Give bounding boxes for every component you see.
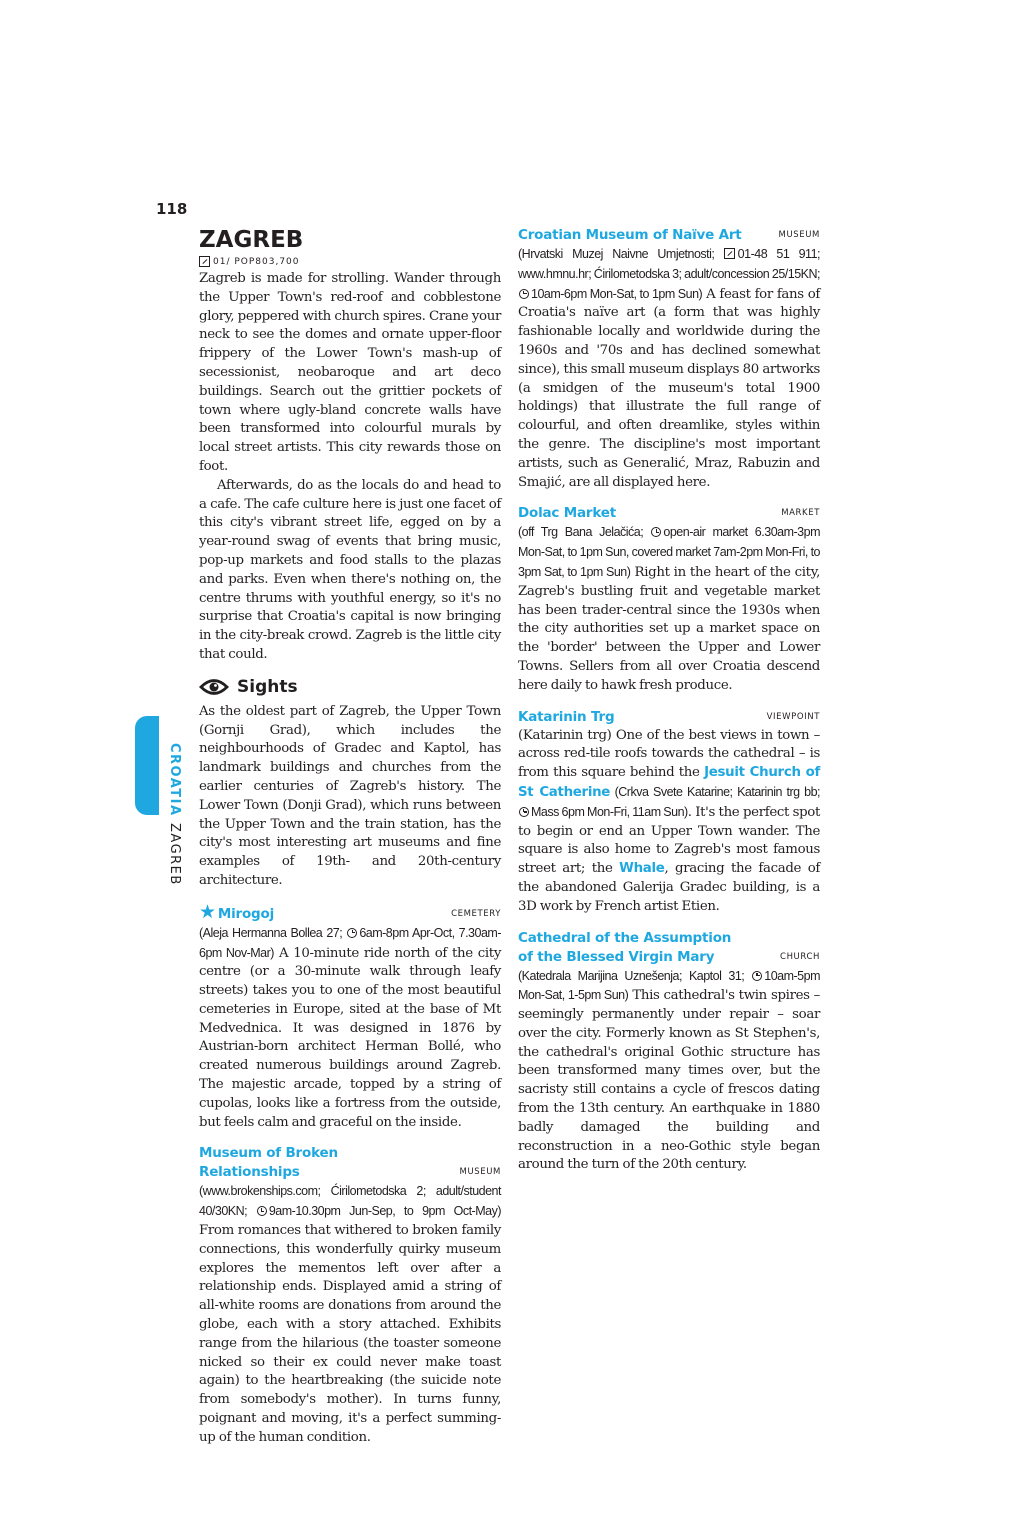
entry-details-naive-b: 10am-6pm Mon-Sat, to 1pm Sun) [531,286,703,301]
entry-name-broken-line2: Relationships [199,1164,300,1181]
entry-details-naive-a: (Hrvatski Muzej Naivne Umjetnosti; [518,247,724,261]
entry-details-mirogoj-b: 6am-8pm Apr-Oct, 7.30am-6pm Nov-Mar) [199,925,501,960]
entry-text-katarinin-a: (Katarinin trg) One of the best views in town – across red-tile roofs towards the cathedral – is from this square behind the [518,727,820,781]
entry-details-katarinin-b: Mass 6pm Mon-Fri, 11am Sun) [531,804,688,819]
entry-body-cathedral [518,967,820,1176]
entry-name-naive[interactable]: Croatian Museum of Naïve Art [518,227,742,243]
entry-text-dolac: Right in the heart of the city, Zagreb's bustling fruit and vegetable market has been trader-central since the 1930s when the city authorities set up a market space on the 'border' between the Upper and Lower Towns. Sellers from all over Croatia descend here daily to hawk fresh produce. [518,564,820,693]
left-column [199,226,501,1448]
entry-name-cathedral-line2: of the Blessed Virgin Mary [518,948,715,965]
clock-icon [651,527,661,537]
clock-icon [519,289,529,299]
entry-details-broken-b: 9am-10.30pm Jun-Sep, to 9pm Oct-May) [268,1204,501,1219]
entry-type-naive: MUSEUM [778,230,820,240]
entry-name-cathedral-line1: Cathedral of the Assumption [518,929,732,946]
pop-label: / POP [226,256,256,267]
entry-text-naive: A feast for fans of Croatia's naïve art (a form that was highly fashionable locally and worldwide during the 1960s and '70s and has declined somewhat since), this small museum displays 80 artworks (a smidgen of the museum's total 1900 holdings) that illustrate the full range of colourful, and often dreamlike, styles within the genre. The discipline's most important artists, such as Generalić, Mraz, Rabuzin and Smajić, are all displayed here. [518,286,820,490]
entry-details-dolac-b: open-air market 6.30am-3pm Mon-Sat, to 1pm Sun, covered market 7am-2pm Mon-Fri, to 3pm Sat, to 1pm Sun) [518,525,820,579]
entry-name-mirogoj[interactable] [199,900,275,924]
entry-head-mirogoj [199,900,501,924]
entry-details-broken [199,1184,501,1218]
clock-icon [752,971,762,981]
entry-head-cathedral [518,929,820,967]
entry-details-katarinin-a: (Crkva Svete Katarine; Katarinin trg bb; [610,784,821,799]
eye-icon [199,677,229,697]
phone-icon [724,248,735,259]
entry-text-katarinin-b: . It's the perfect spot to begin or end an Upper Town wander. The square is also home to Zagreb's most famous street art; the [518,804,820,877]
entry-body-broken [199,1182,501,1447]
entry-details-cathedral-a: (Katedrala Marijina Uznešenja; Kaptol 31; [518,968,752,983]
entry-name-mirogoj-label: Mirogoj [217,905,275,922]
whale-link[interactable]: Whale [619,861,665,877]
sights-intro: As the oldest part of Zagreb, the Upper Town (Gornji Grad), which includes the neighbourhoods of Gradec and Kaptol, has landmark buildings and churches from the earlier centuries of Zagreb's history. The Lower Town (Donji Grad), which runs between the Upper Town and the train station, has the city's most interesting art museums and fine examples of 19th- and 20th-century architecture. [199,703,501,888]
right-column [518,226,820,1175]
entry-details-mirogoj-a: (Aleja Hermanna Bollea 27; [199,925,347,940]
city-title: ZAGREB [199,227,304,253]
entry-name-broken-line1: Museum of Broken [199,1145,338,1162]
entry-head-dolac [518,504,820,523]
entry-head-naive [518,226,820,245]
entry-head-broken [199,1144,501,1182]
entry-type-katarinin: VIEWPOINT [766,711,820,722]
entry-type-mirogoj: CEMETERY [451,908,501,919]
jesuit-church-link[interactable]: Jesuit Church of St Catherine [518,765,820,800]
entry-name-dolac[interactable]: Dolac Market [518,505,616,522]
entry-body-naive [518,245,820,492]
city-meta [199,256,501,267]
star-icon: ★ [199,900,216,923]
entry-body-katarinin [518,727,820,917]
sights-heading [199,677,501,697]
population: 803,700 [255,256,300,267]
clock-icon [257,1206,267,1216]
entry-details-cathedral-b: 10am-5pm Mon-Sat, 1-5pm Sun) [518,968,820,1003]
entry-type-dolac: MARKET [781,508,820,519]
side-tab-label [167,743,182,885]
entry-type-cathedral: CHURCH [780,951,820,962]
entry-details-dolac-a: (off Trg Bana Jelačića; [518,525,651,540]
entry-text-katarinin-c: , gracing the facade of the abandoned Galerija Gradec building, is a 3D work by French artist Etien. [518,861,820,914]
entry-type-broken: MUSEUM [459,1167,501,1178]
entry-text-broken: From romances that withered to broken family connections, this wonderfully quirky museum explores the mementos left over after a relationship ends. Displayed amid a string of all-white rooms are donations from around the globe, each with a story attached. Exhibits range from the hilarious (the toaster someone nicked so their ex could never make toast again) to the heartbreaking (the suicide note from somebody's mother). In turns funny, poignant and moving, it's a perfect summing-up of the human condition. [199,1223,501,1445]
phone-icon [199,256,210,267]
entry-head-katarinin [518,708,820,727]
entry-name-broken[interactable] [199,1144,338,1182]
page-number: 118 [156,200,188,218]
entry-details-broken-a: (www.brokenships.com; Ćirilometodska 2; adult/student 40/30KN; [199,1184,501,1219]
intro-paragraph-2: Afterwards, do as the locals do and head to a cafe. The cafe culture here is just one facet of this city's vibrant street life, egged on by a year-round swag of events that bring music, pop-up markets and food stalls to the plazas and parks. Even when there's nothing on, the centre thrums with youthful energy, so it's no surprise that Croatia's capital is now bringing in the city-break crowd. Zagreb is the little city that could. [199,477,501,662]
entry-text-mirogoj: A 10-minute ride north of the city centre (or a 30-minute walk through leafy streets) takes you to one of the most beautiful cemeteries in Europe, sited at the base of Mt Medvednica. It was designed in 1876 by Austrian-born architect Herman Bollé, who created numerous buildings around Zagreb. The majestic arcade, topped by a string of cupolas, looks like a fortress from the outside, but feels calm and graceful on the inside. [199,945,502,1130]
phone-code: 01 [213,256,227,267]
intro-paragraph-1: Zagreb is made for strolling. Wander through the Upper Town's red-roof and cobblestone glory, peppered with church spires. Crane your neck to see the domes and ornate upper-floor frippery of the Lower Town's mash-up of secessionist, neobaroque and art deco buildings. Search out the grittier pockets of town where ugly-bland concrete walls have been transformed into colourful murals by local street artists. This city rewards those on foot. [199,271,501,474]
entry-body-mirogoj [199,924,501,1133]
sights-heading-label: Sights [237,676,298,697]
entry-text-cathedral: This cathedral's twin spires – seemingly permanently under repair – soar over the city. Formerly known as St Stephen's, the cathedral's original Gothic structure has been transformed many times over, but the sacristy still contains a cycle of frescos dating from the 13th century. An earthquake in 1880 badly damaged the building and reconstruction in a neo-Gothic style began around the turn of the 20th century. [518,988,820,1173]
entry-body-dolac [518,523,820,695]
side-tab-city: ZAGREB [167,822,182,886]
side-tab-country: CROATIA [167,743,182,817]
clock-icon [347,928,357,938]
entry-details-naive-phone: 01-48 51 911; www.hmnu.hr; Ćirilometodska 3; adult/concession 25/15KN; [518,247,820,281]
entry-name-cathedral[interactable] [518,929,731,967]
clock-icon [519,807,529,817]
side-tab [135,716,159,815]
entry-name-katarinin[interactable]: Katarinin Trg [518,708,615,725]
